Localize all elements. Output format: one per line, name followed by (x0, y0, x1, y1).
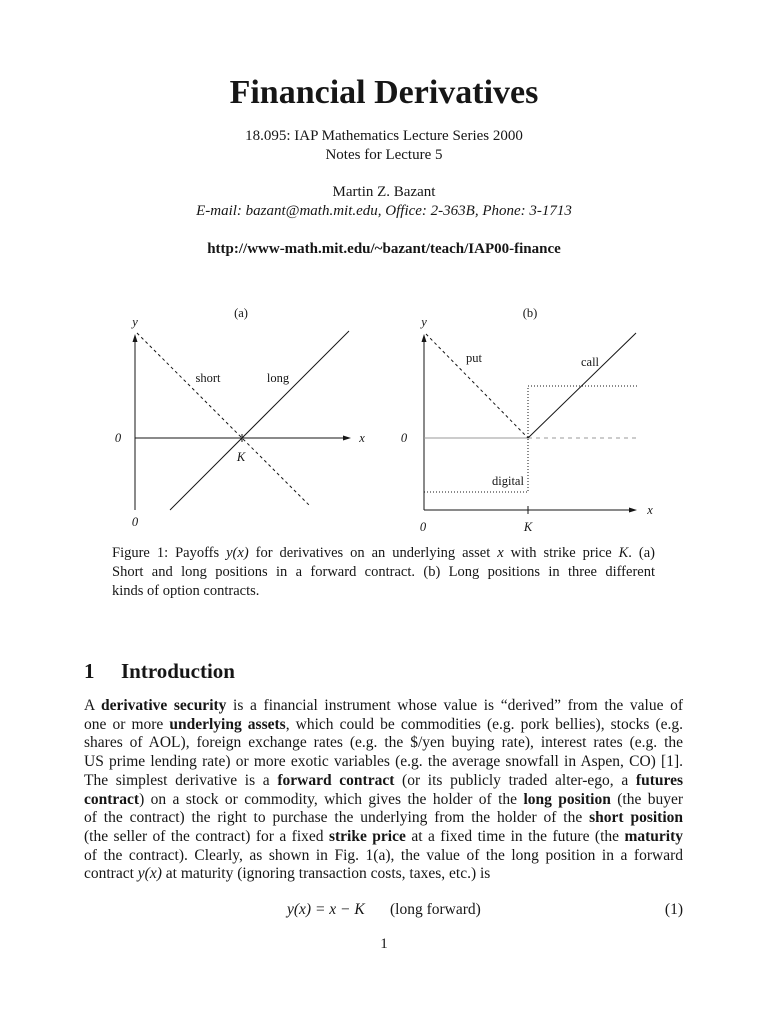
panel-a-x-label: x (359, 431, 365, 445)
short-label: short (195, 371, 221, 385)
bold-term: derivative security (100, 697, 227, 714)
body-text: (the seller of the contract) for a fixed (84, 827, 329, 845)
equation-number: (1) (664, 901, 683, 918)
bold-term: short position (589, 809, 683, 827)
digital-payoff-line (424, 386, 637, 492)
body-text: is a financial instrument whose value is “derived” from the value of (226, 697, 684, 714)
panel-b-tag: (b) (522, 306, 538, 320)
caption-text: for derivatives on an underlying asset (248, 545, 498, 561)
panel-b-y-label: y (421, 315, 427, 329)
panel-a (115, 306, 365, 529)
panel-b-strike-label: K (523, 520, 533, 534)
bold-term: forward contract (277, 771, 395, 789)
body-text: of the contract) the right to purchase the underlying from the holder of the (84, 809, 590, 827)
body-text: contract (84, 865, 138, 883)
section-heading (84, 658, 235, 684)
body-text: US prime lending rate) or more exotic variables (e.g. the average snowfall in Aspen, CO) [1]. (84, 753, 683, 771)
panel-a-origin-bottom: 0 (131, 515, 139, 529)
panel-a-y-arrowhead (133, 334, 138, 342)
body-text: at maturity (ignoring transaction costs, taxes, etc.) is (161, 865, 491, 883)
body-text: shares of AOL), foreign exchange rates (e.g. the $/yen buying rate), interest rates (e.g. the (84, 734, 683, 752)
paragraph-line (84, 772, 683, 791)
panel-a-tag: (a) (234, 306, 248, 320)
long-payoff-line (170, 331, 349, 510)
bold-term: maturity (624, 827, 684, 845)
digital-label: digital (492, 474, 524, 488)
figure-caption (112, 544, 655, 601)
paragraph-line (84, 716, 683, 735)
panel-a-origin-left: 0 (114, 431, 122, 445)
paragraph-line (84, 734, 683, 753)
panel-b-origin-bottom: 0 (419, 520, 427, 534)
paragraph-line (84, 697, 683, 716)
panel-a-strike-label: K (236, 450, 246, 464)
panel-b-y-arrowhead (422, 334, 427, 342)
caption-text: Short and long positions in a forward contract. (b) Long positions in three different (112, 564, 655, 580)
body-text: ) on a stock or commodity, which gives the holder of the (139, 790, 524, 808)
bold-term: futures (635, 771, 683, 789)
bold-term: underlying assets (169, 715, 286, 733)
caption-text: . (a) (628, 545, 655, 561)
inline-math: y(x) (137, 865, 162, 883)
caption-math: x (497, 545, 504, 561)
paragraph-line (84, 791, 683, 810)
caption-line (112, 544, 655, 563)
figure-1 (0, 295, 768, 545)
body-text: The simplest derivative is a (84, 771, 278, 789)
caption-text: kinds of option contracts. (112, 583, 260, 599)
lecture-notes-line: Notes for Lecture 5 (325, 147, 443, 163)
caption-math: K (618, 545, 629, 561)
body-text: (or its publicly traded alter-ego, a (394, 771, 636, 789)
put-payoff-line (426, 334, 528, 438)
caption-text: with strike price (503, 545, 619, 561)
body-text: of the contract). Clearly, as shown in Fig. 1(a), the value of the long position in a forward (84, 846, 683, 864)
bold-term: long position (523, 790, 611, 808)
section-number: 1 (84, 659, 95, 683)
author-name: Martin Z. Bazant (332, 184, 436, 200)
paragraph-line (84, 809, 683, 828)
panel-b (401, 306, 653, 534)
caption-math: y(x) (226, 545, 249, 561)
caption-text: Figure 1: Payoffs (112, 545, 227, 561)
paragraph-line (84, 847, 683, 866)
panel-b-origin-left: 0 (400, 431, 408, 445)
call-label: call (580, 355, 600, 369)
caption-line (112, 582, 655, 601)
paragraph-line (84, 865, 683, 884)
panel-b-x-label: x (647, 503, 653, 517)
put-label: put (466, 351, 482, 365)
caption-line (112, 563, 655, 582)
course-url: http://www-math.mit.edu/~bazant/teach/IAP00-finance (207, 241, 561, 257)
body-text: one or more (84, 715, 170, 733)
body-paragraph (84, 697, 683, 884)
body-text: , which could be commodities (e.g. pork bellies), stocks (e.g. (285, 715, 684, 733)
short-payoff-line (137, 333, 310, 506)
body-text: (the buyer (610, 790, 684, 808)
paragraph-line (84, 828, 683, 847)
paragraph-line (84, 753, 683, 772)
panel-b-x-arrowhead (629, 508, 637, 513)
body-text: at a fixed time in the future (the (405, 827, 625, 845)
panel-a-x-arrowhead (343, 436, 351, 441)
panel-a-y-label: y (132, 315, 138, 329)
author-contact: E-mail: bazant@math.mit.edu, Office: 2-363B, Phone: 3-1713 (196, 203, 572, 219)
body-text: A (84, 697, 101, 714)
equation-note: (long forward) (390, 901, 481, 918)
paper-title: Financial Derivatives (229, 74, 539, 111)
bold-term: contract (84, 790, 140, 808)
equation-expression: y(x) = x − K (287, 901, 365, 918)
page-number: 1 (380, 936, 388, 952)
bold-term: strike price (328, 827, 406, 845)
long-label: long (266, 371, 290, 385)
section-title: Introduction (121, 659, 235, 683)
course-line: 18.095: IAP Mathematics Lecture Series 2000 (245, 128, 523, 144)
